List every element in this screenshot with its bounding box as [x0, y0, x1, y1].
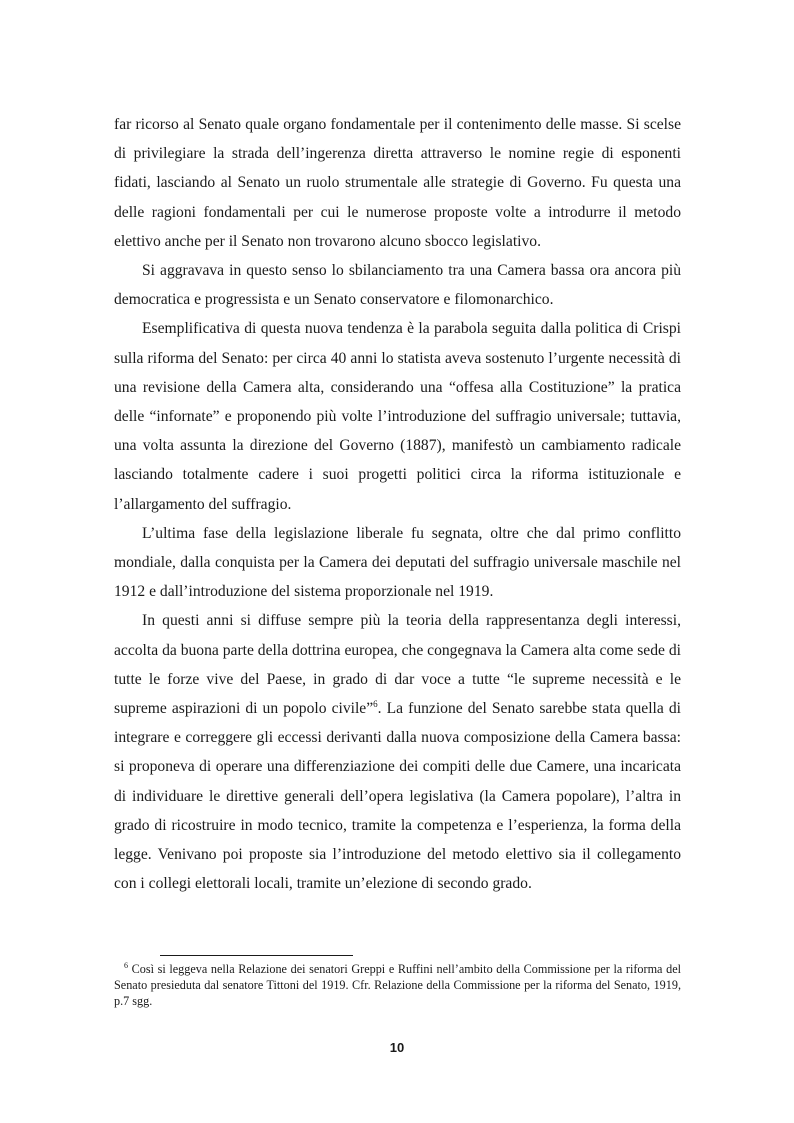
- footnote: [114, 961, 681, 1010]
- body-text: [114, 110, 681, 898]
- footnote-reference: 6: [373, 698, 378, 709]
- paragraph-5-text-a: In questi anni si diffuse sempre più la teoria della rappresentanza degli interessi, accolta da buona parte della dottrina europea, che congegnava la Camera alta come sede di tutte le forze vive del Paese, in grado di dar voce a tutte “le supreme necessità e le supreme aspirazioni di un popolo civile”: [114, 612, 681, 718]
- paragraph-2: Si aggravava in questo senso lo sbilanciamento tra una Camera bassa ora ancora più democratica e progressista e un Senato conservatore e filomonarchico.: [114, 262, 681, 309]
- footnote-number: 6: [124, 960, 128, 970]
- paragraph-3: Esemplificativa di questa nuova tendenza è la parabola seguita dalla politica di Crispi sulla riforma del Senato: per circa 40 anni lo statista aveva sostenuto l’urgente necessità di una revisione della Camera alta, considerando una “offesa alla Costituzione” la pratica delle “infornate” e proponendo più volte l’introduzione del suffragio universale; tuttavia, una volta assunta la direzione del Governo (1887), manifestò un cambiamento radicale lasciando totalmente cadere i suoi progetti politici circa la riforma istituzionale e l’allargamento del suffragio.: [114, 320, 681, 513]
- page-number: 10: [389, 1040, 405, 1055]
- paragraph-5-text-b: . La funzione del Senato sarebbe stata quella di integrare e correggere gli eccessi derivanti dalla nuova composizione della Camera bassa: si proponeva di operare una differenziazione dei compiti delle due Camere, una incaricata di individuare le direttive generali dell’opera legislativa (la Camera popolare), l’altra in grado di ricostruire in modo tecnico, tramite la competenza e l’esperienza, la forma della legge. Venivano poi proposte sia l’introduzione del metodo elettivo sia il collegamento con i collegi elettorali locali, tramite un’elezione di secondo grado.: [114, 700, 681, 893]
- paragraph-4: L’ultima fase della legislazione liberale fu segnata, oltre che dal primo conflitto mondiale, dalla conquista per la Camera dei deputati del suffragio universale maschile nel 1912 e dall’introduzione del sistema proporzionale nel 1919.: [114, 524, 681, 601]
- footnote-separator: [160, 955, 353, 956]
- paragraph-5: [114, 606, 681, 898]
- footnote-text: Così si leggeva nella Relazione dei senatori Greppi e Ruffini nell’ambito della Commissione per la riforma del Senato presieduta dal senatore Tittoni del 1919. Cfr. Relazione della Commissione per la riforma del Senato, 1919, p.7 sgg.: [114, 962, 681, 1009]
- paragraph-1: far ricorso al Senato quale organo fondamentale per il contenimento delle masse. Si scelse di privilegiare la strada dell’ingerenza diretta attraverso le nomine regie di esponenti fidati, lasciando al Senato un ruolo strumentale alle strategie di Governo. Fu questa una delle ragioni fondamentali per cui le numerose proposte volte a introdurre il metodo elettivo anche per il Senato non trovarono alcuno sbocco legislativo.: [114, 116, 681, 250]
